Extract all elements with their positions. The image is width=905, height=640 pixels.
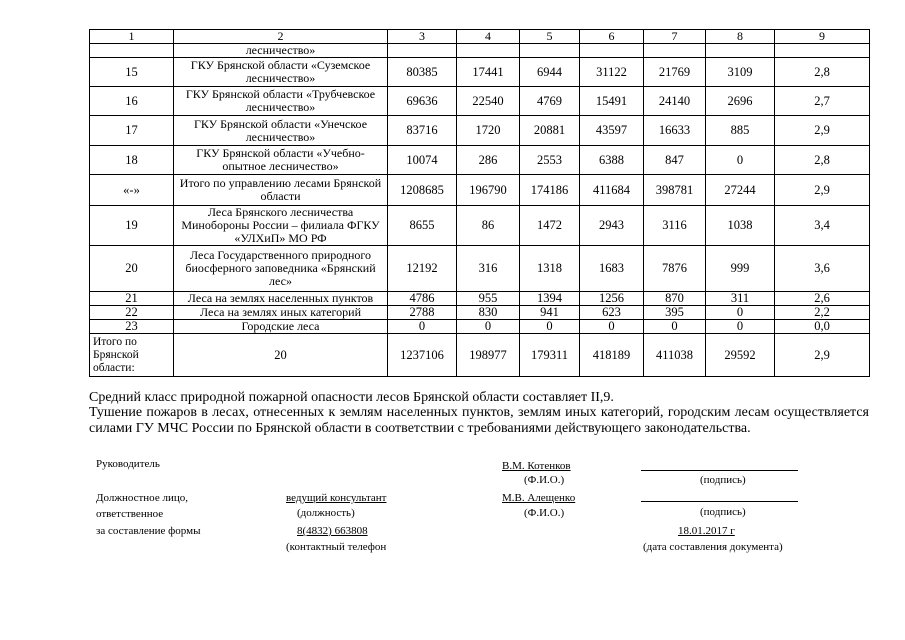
column-number: 2 <box>174 30 388 44</box>
column-number: 8 <box>706 30 775 44</box>
value-cell: 6944 <box>520 58 580 87</box>
resp-position: ведущий консультант <box>286 492 387 504</box>
value-cell: 411684 <box>580 175 644 206</box>
total-value: 29592 <box>706 334 775 377</box>
value-cell: 0 <box>520 320 580 334</box>
document-date: 18.01.2017 г <box>678 525 735 537</box>
resp-signature-line <box>641 501 798 502</box>
value-cell: 4769 <box>520 87 580 116</box>
head-fio-caption: (Ф.И.О.) <box>524 474 565 486</box>
value-cell: 1208685 <box>388 175 457 206</box>
value-cell: 15491 <box>580 87 644 116</box>
resp-phone-caption: (контактный телефон <box>286 541 387 553</box>
table-row <box>90 116 870 146</box>
resp-signature-caption: (подпись) <box>700 506 746 518</box>
value-cell: 0 <box>706 320 775 334</box>
total-value: 418189 <box>580 334 644 377</box>
total-value: 198977 <box>457 334 520 377</box>
total-value: 179311 <box>520 334 580 377</box>
column-number: 4 <box>457 30 520 44</box>
value-cell: 955 <box>457 292 520 306</box>
value-cell: 21769 <box>644 58 706 87</box>
forestry-name: Леса на землях населенных пунктов <box>174 292 388 306</box>
table-row <box>90 246 870 292</box>
forestry-name: Леса на землях иных категорий <box>174 306 388 320</box>
table-row <box>90 306 870 320</box>
value-cell: 2,9 <box>775 116 870 146</box>
value-cell: 3116 <box>644 206 706 246</box>
value-cell: 2,9 <box>775 175 870 206</box>
value-cell: 830 <box>457 306 520 320</box>
value-cell: 2,8 <box>775 58 870 87</box>
value-cell: 27244 <box>706 175 775 206</box>
value-cell: 395 <box>644 306 706 320</box>
row-number: 19 <box>90 206 174 246</box>
forestry-name: ГКУ Брянской области «Учебно-опытное лесничество» <box>174 146 388 175</box>
resp-label-line2: ответственное <box>96 508 164 520</box>
document-date-caption: (дата составления документа) <box>643 541 783 553</box>
total-value: 2,9 <box>775 334 870 377</box>
row-number: «-» <box>90 175 174 206</box>
table-row <box>90 87 870 116</box>
value-cell: 2553 <box>520 146 580 175</box>
value-cell: 286 <box>457 146 520 175</box>
value-cell: 1038 <box>706 206 775 246</box>
value-cell: 22540 <box>457 87 520 116</box>
total-row <box>90 334 870 377</box>
value-cell: 999 <box>706 246 775 292</box>
forestry-name: Городские леса <box>174 320 388 334</box>
table-row <box>90 206 870 246</box>
value-cell: 83716 <box>388 116 457 146</box>
column-number: 6 <box>580 30 644 44</box>
value-cell: 847 <box>644 146 706 175</box>
head-label: Руководитель <box>96 458 160 470</box>
resp-phone: 8(4832) 663808 <box>297 525 368 537</box>
row-number: 23 <box>90 320 174 334</box>
value-cell: 0 <box>388 320 457 334</box>
row-number: 17 <box>90 116 174 146</box>
head-signature-line <box>641 470 798 471</box>
average-class-text: Средний класс природной пожарной опасности лесов Брянской области составляет II,9. <box>89 390 614 405</box>
forestry-name: Леса Брянского лесничества Минобороны России – филиала ФГКУ «УЛХиП» МО РФ <box>174 206 388 246</box>
value-cell: 6388 <box>580 146 644 175</box>
value-cell: 174186 <box>520 175 580 206</box>
value-cell: 0 <box>706 306 775 320</box>
value-cell: 870 <box>644 292 706 306</box>
value-cell: 8655 <box>388 206 457 246</box>
resp-name: М.В. Алещенко <box>502 492 576 504</box>
forestry-name: ГКУ Брянской области «Унечское лесничество» <box>174 116 388 146</box>
value-cell: 2,6 <box>775 292 870 306</box>
value-cell: 43597 <box>580 116 644 146</box>
value-cell: 69636 <box>388 87 457 116</box>
table-row <box>90 146 870 175</box>
value-cell: 0 <box>580 320 644 334</box>
row-number: 21 <box>90 292 174 306</box>
value-cell: 80385 <box>388 58 457 87</box>
table-row <box>90 320 870 334</box>
total-value: 1237106 <box>388 334 457 377</box>
row-number: 20 <box>90 246 174 292</box>
value-cell: 31122 <box>580 58 644 87</box>
forest-fire-table <box>89 29 870 377</box>
forestry-name: Леса Государственного природного биосферного заповедника «Брянский лес» <box>174 246 388 292</box>
header-row <box>90 30 870 44</box>
column-number: 5 <box>520 30 580 44</box>
row-number: 15 <box>90 58 174 87</box>
total-value: 411038 <box>644 334 706 377</box>
total-label: Итого по Брянской области: <box>90 334 174 377</box>
value-cell: 0 <box>644 320 706 334</box>
value-cell: 398781 <box>644 175 706 206</box>
head-name: В.М. Котенков <box>502 460 571 472</box>
value-cell: 885 <box>706 116 775 146</box>
value-cell: 196790 <box>457 175 520 206</box>
value-cell: 3109 <box>706 58 775 87</box>
value-cell: 16633 <box>644 116 706 146</box>
value-cell: 0 <box>706 146 775 175</box>
value-cell: 316 <box>457 246 520 292</box>
resp-position-caption: (должность) <box>297 507 355 519</box>
continuation-row <box>90 44 870 58</box>
value-cell: 1472 <box>520 206 580 246</box>
row-number: 16 <box>90 87 174 116</box>
value-cell: 1394 <box>520 292 580 306</box>
value-cell: 2,8 <box>775 146 870 175</box>
value-cell: 0 <box>457 320 520 334</box>
column-number: 3 <box>388 30 457 44</box>
table-row <box>90 175 870 206</box>
column-number: 9 <box>775 30 870 44</box>
value-cell: 2,2 <box>775 306 870 320</box>
row-number: 18 <box>90 146 174 175</box>
table-row <box>90 292 870 306</box>
value-cell: 10074 <box>388 146 457 175</box>
value-cell: 3,6 <box>775 246 870 292</box>
value-cell: 2696 <box>706 87 775 116</box>
value-cell: 623 <box>580 306 644 320</box>
continued-name: лесничество» <box>174 44 388 58</box>
forestry-name: ГКУ Брянской области «Трубчевское лесничество» <box>174 87 388 116</box>
column-number: 1 <box>90 30 174 44</box>
resp-label-line3: за составление формы <box>96 525 201 537</box>
value-cell: 86 <box>457 206 520 246</box>
value-cell: 3,4 <box>775 206 870 246</box>
forestry-name: ГКУ Брянской области «Суземское лесничество» <box>174 58 388 87</box>
resp-fio-caption: (Ф.И.О.) <box>524 507 565 519</box>
value-cell: 311 <box>706 292 775 306</box>
value-cell: 1683 <box>580 246 644 292</box>
value-cell: 1720 <box>457 116 520 146</box>
value-cell: 20881 <box>520 116 580 146</box>
value-cell: 2,7 <box>775 87 870 116</box>
row-number: 22 <box>90 306 174 320</box>
resp-label-line1: Должностное лицо, <box>96 492 188 504</box>
forestry-name: Итого по управлению лесами Брянской области <box>174 175 388 206</box>
value-cell: 1318 <box>520 246 580 292</box>
value-cell: 17441 <box>457 58 520 87</box>
value-cell: 0,0 <box>775 320 870 334</box>
table-row <box>90 58 870 87</box>
value-cell: 4786 <box>388 292 457 306</box>
value-cell: 7876 <box>644 246 706 292</box>
value-cell: 1256 <box>580 292 644 306</box>
column-number: 7 <box>644 30 706 44</box>
head-signature-caption: (подпись) <box>700 474 746 486</box>
value-cell: 2788 <box>388 306 457 320</box>
value-cell: 12192 <box>388 246 457 292</box>
extinguishing-paragraph: Тушение пожаров в лесах, отнесенных к землям населенных пунктов, землям иных категорий, городским лесам осуществляется силами ГУ МЧС России по Брянской области в соответствии с требованиями действующего законодательства. <box>89 405 869 436</box>
total-count: 20 <box>174 334 388 377</box>
value-cell: 941 <box>520 306 580 320</box>
value-cell: 24140 <box>644 87 706 116</box>
value-cell: 2943 <box>580 206 644 246</box>
